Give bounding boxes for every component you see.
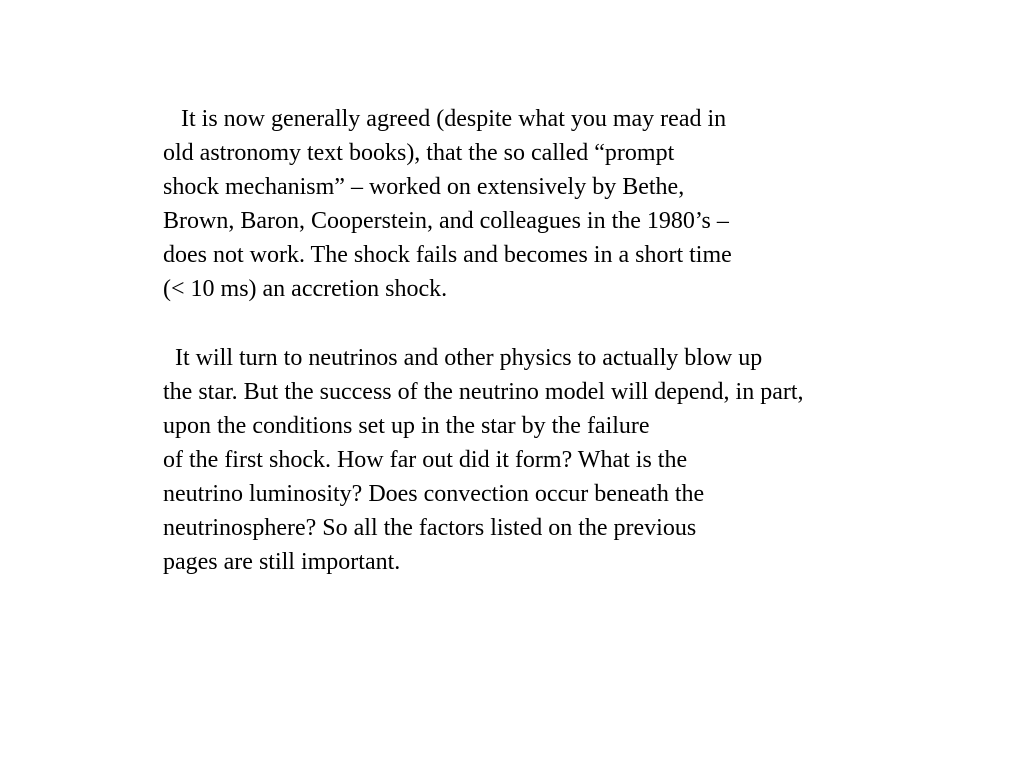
text-line: the star. But the success of the neutrino model will depend, in part, (163, 379, 804, 405)
text-line: neutrino luminosity? Does convection occur beneath the (163, 481, 705, 507)
text-line: neutrinosphere? So all the factors listed on the previous (163, 515, 697, 541)
text-line: old astronomy text books), that the so called “prompt (163, 140, 675, 166)
text-line: of the first shock. How far out did it form? What is the (163, 447, 688, 473)
text-line: shock mechanism” – worked on extensively by Bethe, (163, 174, 685, 200)
paragraph-neutrino-physics (163, 341, 963, 579)
text-line: does not work. The shock fails and becomes in a short time (163, 242, 732, 268)
text-line: It is now generally agreed (despite what you may read in (163, 106, 727, 132)
text-line: Brown, Baron, Cooperstein, and colleagues in the 1980’s – (163, 208, 729, 234)
text-line: upon the conditions set up in the star by the failure (163, 413, 650, 439)
text-line: pages are still important. (163, 549, 401, 575)
text-line: It will turn to neutrinos and other physics to actually blow up (163, 345, 763, 371)
text-line: (< 10 ms) an accretion shock. (163, 276, 448, 302)
paragraph-prompt-shock (163, 102, 963, 306)
